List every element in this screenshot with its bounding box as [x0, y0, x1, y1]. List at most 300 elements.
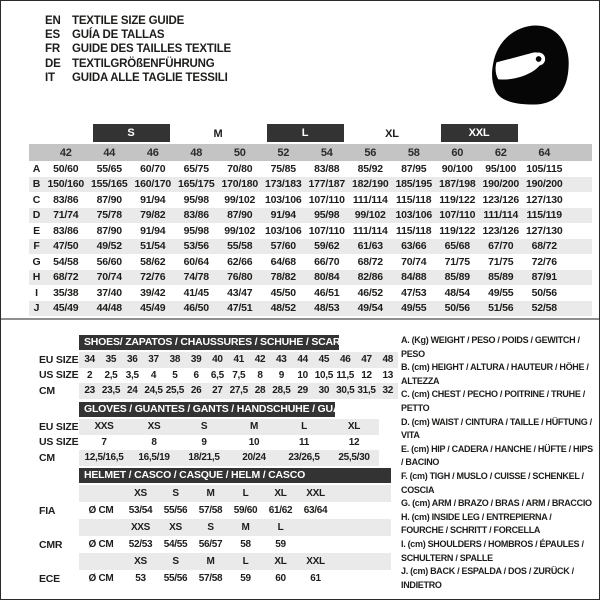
legend	[401, 334, 595, 592]
filler-cell	[566, 301, 592, 317]
measurement-cell: 48/52	[262, 301, 306, 317]
section-title-bar: GLOVES / GUANTES / GANTS / HANDSCHUHE / GUANTI	[79, 402, 335, 417]
measurement-row	[29, 239, 592, 255]
measurement-cell: 37/40	[96, 286, 122, 299]
measurement-cell: 49/55	[392, 301, 436, 317]
helmet-unit-spacer	[79, 553, 123, 570]
measurement-cell: 80/84	[305, 270, 349, 286]
measurement-cell: 70/74	[401, 255, 427, 268]
mini-cell: 40	[207, 352, 228, 368]
helmet-value: 55/56	[163, 505, 188, 516]
mini-cell: 3,5	[125, 369, 139, 381]
numeric-sizes-row	[29, 144, 592, 161]
measurement-cell: 50/60	[53, 162, 79, 175]
measurement-cell: 111/114	[352, 193, 388, 206]
measurement-cell: 78/82	[262, 270, 306, 286]
gloves-size-table	[29, 402, 379, 466]
legend-item: H. (cm) INSIDE LEG / ENTREPIERNA / FOURCHE / SCHRITT / FORCELLA	[401, 511, 552, 536]
measurement-cell: 127/130	[525, 224, 563, 237]
measurement-cell: 87/90	[96, 193, 122, 206]
filler-cell	[333, 485, 391, 502]
helmet-size: S	[158, 485, 193, 502]
measurement-cell: 56/60	[96, 255, 122, 268]
measurement-cell: 47/53	[401, 286, 427, 299]
measurement-cell: 119/122	[439, 224, 476, 237]
legend-item: G. (cm) ARM / BRAZO / BRAS / ARM / BRACCIO	[401, 498, 592, 509]
mini-title-cell	[79, 402, 379, 419]
row-label-spacer	[29, 519, 79, 536]
language-code: IT	[45, 71, 55, 84]
measurement-cell: 91/94	[140, 224, 166, 237]
measurement-row	[29, 270, 592, 286]
helmet-value: 60	[275, 573, 286, 584]
mini-row	[29, 352, 398, 368]
mini-cell: 27,5	[228, 383, 249, 399]
language-row	[45, 28, 231, 42]
measurement-cell: 85/89	[436, 270, 480, 286]
mini-cell: 2	[87, 369, 93, 381]
mini-row-label: EU SIZE	[39, 353, 79, 366]
numeric-size: 42	[44, 144, 88, 161]
size-group-bar: XXL	[441, 124, 518, 142]
mini-cell: S	[179, 419, 229, 435]
helmet-standard-label: FIA	[39, 504, 56, 517]
measurement-cell: 70/80	[227, 162, 253, 175]
measurement-cell: 83/86	[53, 193, 79, 206]
mini-row	[29, 435, 379, 451]
mini-cell: 46	[335, 352, 356, 368]
measurement-cell: 47/50	[44, 239, 88, 255]
mini-cell: 9	[278, 369, 284, 381]
measurement-row	[29, 208, 592, 224]
mini-cell: 34	[79, 352, 100, 368]
mini-cell: 11	[299, 436, 309, 448]
mini-cell: 23	[79, 383, 100, 399]
helmet-size: XS	[123, 553, 158, 570]
measurement-cell: 55/65	[96, 162, 122, 175]
language-title: TEXTILGRÖßENFÜHRUNG	[72, 57, 215, 70]
section-title-bar: HELMET / CASCO / CASQUE / HELM / CASCO	[79, 468, 391, 483]
numeric-size: 52	[262, 144, 306, 161]
helmet-unit: Ø CM	[88, 539, 114, 550]
helmet-value: 59	[275, 539, 286, 550]
measurement-cell: 87/90	[96, 224, 122, 237]
row-label-spacer	[29, 335, 79, 352]
measurement-cell: 49/52	[88, 239, 132, 255]
mini-cell: 48	[377, 352, 398, 368]
row-label-spacer	[29, 468, 79, 485]
legend-item: J. (cm) BACK / ESPALDA / DOS / ZURÜCK / INDIETRO	[401, 566, 574, 590]
measurement-cell: 91/94	[262, 208, 306, 224]
helmet-size: XXL	[298, 485, 333, 502]
measurement-row-label: G	[32, 255, 41, 268]
size-group-bar: L	[267, 124, 344, 142]
legend-item: D. (cm) WAIST / CINTURA / TAILLE / HÜFTUNG / VITA	[401, 416, 592, 441]
measurement-cell: 44/48	[88, 301, 132, 317]
size-group-spacer	[29, 123, 88, 144]
measurement-row	[29, 177, 592, 193]
language-title: GUÍA DE TALLAS	[72, 29, 165, 42]
language-code: ES	[45, 29, 60, 42]
mini-title-row	[29, 335, 398, 352]
measurement-cell: 49/54	[349, 301, 393, 317]
measurement-row	[29, 254, 592, 270]
measurement-cell: 57/60	[262, 239, 306, 255]
mini-cell: 26	[185, 383, 206, 399]
measurement-cell: 76/80	[218, 270, 262, 286]
helmet-value: 52/53	[128, 539, 153, 550]
size-group-xl	[349, 123, 436, 144]
measurement-cell: 59/62	[305, 239, 349, 255]
mini-title-cell	[79, 335, 398, 352]
helmet-size-table	[29, 468, 391, 587]
measurement-cell: 160/170	[131, 177, 175, 193]
measurement-cell: 95/98	[183, 193, 209, 206]
numeric-size: 56	[349, 144, 393, 161]
measurement-cell: 187/198	[436, 177, 480, 193]
measurement-cell: 83/86	[53, 224, 79, 237]
helmet-unit: Ø CM	[88, 573, 114, 584]
mini-cell: 30	[313, 383, 334, 399]
measurement-cell: 91/94	[140, 193, 166, 206]
filler-cell	[566, 208, 592, 224]
legend-item: E. (cm) HIP / CADERA / HANCHE / HÜFTE / HIPS / BACINO	[401, 443, 593, 468]
size-group-label: M	[213, 127, 223, 140]
helmet-size: S	[158, 553, 193, 570]
mini-cell: 4	[150, 369, 157, 381]
helmet-value: 59	[240, 573, 251, 584]
measurement-cell: 87/95	[401, 162, 427, 175]
mini-cell: 7	[101, 436, 107, 448]
mini-cell: M	[229, 419, 279, 435]
measurement-cell: 99/102	[224, 224, 256, 237]
mini-cell: 20/24	[229, 450, 279, 466]
size-group-bar: S	[93, 124, 170, 142]
helmet-values-row	[29, 570, 391, 587]
measurement-cell: 60/70	[140, 162, 166, 175]
helmet-size: L	[228, 553, 263, 570]
legend-item: C. (cm) CHEST / PECHO / POITRINE / TRUHE / PETTO	[401, 389, 585, 413]
row-label-spacer	[29, 402, 79, 419]
measurement-cell: 52/58	[523, 301, 567, 317]
filler-cell	[566, 223, 592, 239]
measurement-cell: 85/89	[479, 270, 523, 286]
mini-cell: 32	[377, 383, 398, 399]
measurement-cell: 115/118	[396, 193, 432, 206]
mini-cell: XXS	[79, 419, 129, 435]
helmet-sizes-row	[29, 519, 391, 536]
measurement-cell: 119/122	[439, 193, 476, 206]
size-group-xxl	[436, 123, 523, 144]
mini-cell: 10	[248, 436, 260, 448]
language-row	[45, 71, 231, 85]
measurement-row	[29, 301, 592, 317]
measurement-cell: 85/92	[357, 162, 383, 175]
measurement-cell: 185/195	[392, 177, 436, 193]
mini-cell: 24	[122, 383, 143, 399]
measurement-cell: 74/78	[175, 270, 219, 286]
filler-cell	[566, 270, 592, 286]
measurement-cell: 107/110	[308, 193, 345, 206]
size-group-label: XL	[385, 127, 399, 140]
filler-cell	[566, 161, 592, 177]
helmet-value: 53/54	[128, 505, 153, 516]
mini-cell: 8	[151, 436, 157, 448]
mini-row-label: CM	[39, 451, 55, 464]
mini-cell: 30,5	[335, 383, 356, 399]
mini-cell: 2,5	[104, 369, 118, 381]
mini-cell: 27	[207, 383, 228, 399]
helmet-size: XS	[123, 485, 158, 502]
measurement-cell: 50/56	[436, 301, 480, 317]
filler-cell	[566, 144, 592, 161]
mini-cell: XL	[329, 419, 379, 435]
mini-cell: 37	[143, 352, 164, 368]
measurement-row-label: J	[29, 301, 44, 317]
mini-title-cell	[79, 468, 391, 485]
helmet-size: S	[193, 519, 228, 536]
measurement-cell: 75/78	[88, 208, 132, 224]
section-divider	[1, 318, 600, 320]
helmet-value	[298, 536, 333, 553]
helmet-values-row	[29, 536, 391, 553]
measurement-cell: 47/51	[218, 301, 262, 317]
numeric-size: 44	[88, 144, 132, 161]
measurement-cell: 95/98	[183, 224, 209, 237]
mini-cell: 11,5	[336, 369, 355, 381]
mini-cell: L	[279, 419, 329, 435]
mini-cell: 43	[271, 352, 292, 368]
filler-cell	[333, 519, 391, 536]
mini-cell: 24,5	[143, 383, 164, 399]
language-code: FR	[45, 43, 60, 56]
measurement-cell: 46/51	[314, 286, 340, 299]
measurement-row-label: C	[32, 193, 41, 206]
numeric-size: 60	[436, 144, 480, 161]
mini-cell: 6	[193, 369, 199, 381]
size-group-row	[29, 123, 592, 144]
measurement-cell: 63/66	[392, 239, 436, 255]
measurement-cell: 99/102	[349, 208, 393, 224]
filler-cell	[333, 553, 391, 570]
size-group-l	[262, 123, 349, 144]
measurement-cell: 50/56	[531, 286, 557, 299]
legend-item: A. (Kg) WEIGHT / PESO / POIDS / GEWITCH / PESO	[401, 335, 580, 359]
mini-cell: 45	[313, 352, 334, 368]
measurement-cell: 45/49	[44, 301, 88, 317]
measurement-cell: 68/72	[44, 270, 88, 286]
helmet-value: 53	[135, 573, 146, 584]
mini-cell: 36	[122, 352, 143, 368]
measurement-cell: 53/56	[175, 239, 219, 255]
row-label-spacer	[29, 553, 79, 570]
legend-item: F. (cm) TIGH / MUSLO / CUISSE / SCHENKEL / COSCIA	[401, 470, 584, 495]
measurement-cell: 51/56	[479, 301, 523, 317]
measurement-row	[29, 285, 592, 301]
helmet-standard-label: ECE	[39, 572, 60, 585]
filler-cell	[566, 285, 592, 301]
measurement-cell: 64/68	[270, 255, 296, 268]
measurement-cell: 87/90	[218, 208, 262, 224]
mini-cell: 28	[249, 383, 270, 399]
mini-cell: 25,5	[164, 383, 185, 399]
measurement-row-label: A	[32, 162, 41, 175]
mini-row-label: US SIZE	[39, 436, 79, 449]
measurement-cell: 83/88	[314, 162, 340, 175]
numeric-size: 64	[523, 144, 567, 161]
measurement-cell: 55/58	[218, 239, 262, 255]
measurement-row	[29, 223, 592, 239]
language-row	[45, 57, 231, 71]
measurement-row	[29, 192, 592, 208]
language-code: EN	[45, 15, 61, 27]
row-label-spacer	[29, 144, 44, 161]
helmet-value: 61/62	[268, 505, 293, 516]
helmet-size: XXL	[298, 553, 333, 570]
size-group-m	[175, 123, 262, 144]
mini-cell: 8	[257, 369, 263, 381]
mini-cell: 38	[164, 352, 185, 368]
mini-cell: 23/26,5	[279, 450, 329, 466]
row-label-spacer	[29, 485, 79, 502]
mini-cell: 29	[292, 383, 313, 399]
measurement-cell: 115/118	[396, 224, 432, 237]
measurement-cell: 107/110	[436, 208, 480, 224]
measurement-cell: 62/66	[227, 255, 253, 268]
mini-row	[29, 368, 398, 384]
filler-cell	[566, 177, 592, 193]
mini-row	[29, 450, 379, 466]
measurement-cell: 79/82	[131, 208, 175, 224]
language-row	[45, 42, 231, 56]
measurement-cell: 123/126	[482, 224, 520, 237]
mini-cell: 9	[201, 436, 207, 448]
numeric-size: 58	[392, 144, 436, 161]
measurement-cell: 46/50	[175, 301, 219, 317]
mini-row-label: EU SIZE	[39, 420, 79, 433]
mini-cell: 10	[297, 369, 308, 381]
measurement-cell: 173/183	[262, 177, 306, 193]
measurement-cell: 70/74	[88, 270, 132, 286]
measurement-cell: 105/115	[526, 162, 563, 175]
helmet-size: XL	[263, 553, 298, 570]
mini-cell: 16,5/19	[129, 450, 179, 466]
mini-cell: 23,5	[100, 383, 121, 399]
measurement-cell: 61/63	[349, 239, 393, 255]
legend-item: B. (cm) HEIGHT / ALTURA / HAUTEUR / HÖHE / ALTEZZA	[401, 362, 589, 386]
measurement-cell: 165/175	[175, 177, 219, 193]
helmet-size	[298, 519, 333, 536]
measurement-cell: 111/114	[352, 224, 388, 237]
mini-cell: 7,5	[232, 369, 246, 381]
measurement-cell: 111/114	[479, 208, 523, 224]
helmet-size: XL	[263, 485, 298, 502]
filler-cell	[566, 254, 592, 270]
helmet-value: 54/55	[163, 539, 188, 550]
language-title: GUIDA ALLE TAGLIE TESSILI	[72, 71, 228, 84]
measurement-row-label: H	[29, 270, 44, 286]
measurement-cell: 43/47	[227, 286, 253, 299]
measurement-row-label: E	[33, 224, 40, 237]
filler-cell	[566, 192, 592, 208]
mini-row	[29, 383, 398, 399]
helmet-unit: Ø CM	[88, 505, 114, 516]
measurement-cell: 84/88	[392, 270, 436, 286]
measurement-cell: 87/91	[523, 270, 567, 286]
mini-cell: 35	[100, 352, 121, 368]
measurement-cell: 65/75	[183, 162, 209, 175]
measurement-cell: 115/119	[523, 208, 567, 224]
filler-cell	[333, 570, 391, 587]
mini-row-label: CM	[39, 384, 55, 397]
measurement-cell: 51/54	[131, 239, 175, 255]
filler-cell	[333, 536, 391, 553]
numeric-size: 54	[305, 144, 349, 161]
helmet-value: 58	[240, 539, 251, 550]
mini-title-row	[29, 468, 391, 485]
mini-cell: 18/21,5	[179, 450, 229, 466]
helmet-size: M	[193, 485, 228, 502]
measurement-cell: 45/49	[131, 301, 175, 317]
helmet-value: 56/57	[198, 539, 223, 550]
mini-cell: 6,5	[210, 369, 224, 381]
measurement-cell: 95/98	[305, 208, 349, 224]
helmet-value: 55/56	[163, 573, 188, 584]
measurement-row-label: B	[29, 177, 44, 193]
numeric-size: 62	[479, 144, 523, 161]
language-title: GUIDE DES TAILLES TEXTILE	[72, 43, 231, 56]
measurement-cell: 155/165	[88, 177, 132, 193]
helmet-standard-label: CMR	[39, 538, 63, 551]
measurement-cell: 71/75	[444, 255, 470, 268]
section-title-bar: SHOES/ ZAPATOS / CHAUSSURES / SCHUHE / SCARPE	[79, 335, 339, 350]
measurement-cell: 123/126	[482, 193, 520, 206]
helmet-unit-spacer	[79, 519, 123, 536]
measurement-cell: 46/52	[357, 286, 383, 299]
mini-cell: 12	[361, 369, 372, 381]
helmet-size: L	[228, 485, 263, 502]
racing-helmet-icon	[487, 20, 573, 110]
measurement-cell: 170/180	[218, 177, 262, 193]
measurement-cell: 71/74	[44, 208, 88, 224]
measurement-row-label: F	[29, 239, 44, 255]
mini-title-row	[29, 402, 379, 419]
helmet-value: 61	[310, 573, 321, 584]
numeric-size: 48	[175, 144, 219, 161]
helmet-size: L	[263, 519, 298, 536]
legend-item: I. (cm) SHOULDERS / HOMBROS / ÉPAULES / SCHULTERN / SPALLE	[401, 538, 584, 563]
mini-cell: 47	[356, 352, 377, 368]
measurement-cell: 103/106	[264, 193, 302, 206]
mini-cell: 41	[228, 352, 249, 368]
size-group-s	[88, 123, 175, 144]
measurement-cell: 71/75	[488, 255, 514, 268]
measurement-cell: 41/45	[183, 286, 209, 299]
measurement-cell: 150/160	[44, 177, 88, 193]
measurement-row-label: D	[29, 208, 44, 224]
mini-cell: 25,5/30	[329, 450, 379, 466]
helmet-values-row	[29, 502, 391, 519]
measurement-cell: 68/72	[523, 239, 567, 255]
language-code: DE	[45, 57, 61, 70]
measurement-cell: 99/102	[224, 193, 256, 206]
mini-row	[29, 419, 379, 435]
measurement-cell: 82/86	[349, 270, 393, 286]
mini-cell: 31,5	[356, 383, 377, 399]
measurement-cell: 107/110	[308, 224, 345, 237]
measurement-cell: 182/190	[349, 177, 393, 193]
measurement-cell: 60/64	[183, 255, 209, 268]
